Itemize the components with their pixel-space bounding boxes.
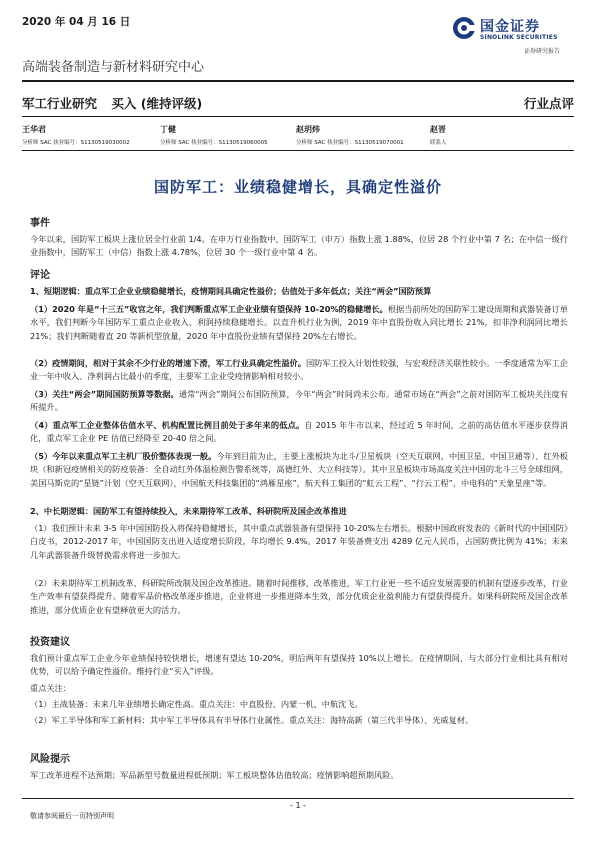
section-heading-event: 事件 (30, 218, 50, 229)
comment-5-body: 今年到目前为止，主要上涨板块为北斗/卫星板块（空天互联网，中国卫星、中国卫通等）、红外板块（和新冠疫情相关的防疫装备：全自动红外体温检测告警系统等，高德红外、大立科技等）。其中卫星板块市场高度关注中国的北斗三号全球组网，美国马斯克的“星链”计划（空天互联网），中国航天科技集团的“鸿雁星座”，航天科工集团的“虹云工程”、“行云工程”，中电科的“天象星座”等。 (30, 451, 568, 488)
comment-paragraph-2 (30, 357, 568, 384)
analyst-name: 丁健 (160, 125, 176, 134)
comment-paragraph-5 (30, 450, 568, 490)
analyst-license: 分析师 SAC 执业编号：S1130519030002 (22, 140, 130, 146)
sinolink-logo (452, 16, 577, 64)
comment-2-body: 国防军工投入计划性较强，与宏观经济关联性较小。一季度通常为军工企业一年中收入、净利润占比最小的季度，主要军工企业受疫情影响相对较小。 (30, 358, 568, 382)
industry-name: 军工行业研究 (22, 96, 98, 111)
rating-line (22, 94, 212, 112)
logo-chinese-name: 国金证券 (480, 19, 540, 35)
comment-3-lead: （3）关注“两会”期间国防预算等数据。 (30, 389, 179, 399)
footer-divider (22, 798, 574, 799)
logo-subtitle: 证券研究报告 (524, 48, 561, 55)
comment-1-body: 根据当前所处的国防军工建设周期和武器装备订单水平，我们判断今年国防军工重点企业收入、利润持续稳健增长。以直升机行业为例，2019 年中直股份收入同比增长 21%，扣非净利润同比增长 21%；我们判断随着直 20 等新机型放量，2020 年中直股份业绩有望保持 20%左右增长。 (30, 304, 568, 341)
report-date: 2020 年 04 月 16 日 (22, 16, 131, 28)
comment-paragraph-4 (30, 419, 568, 446)
sinolink-logo-icon (452, 16, 476, 40)
rating-divider (22, 116, 574, 117)
invest-paragraph: 我们预计重点军工企业今年业绩保持较快增长，增速有望达 10-20%，明后两年有望保持 10%以上增长。在疫情期间，与大部分行业相比具有相对优势，可以给予确定性溢价。维持行业“买入”评级。 (30, 653, 568, 677)
focus-title: 重点关注： (30, 683, 71, 693)
section-heading-risk: 风险提示 (30, 754, 70, 765)
report-title: 国防军工：业绩稳健增长，具确定性溢价 (153, 178, 442, 196)
analyst-name: 赵玥炜 (296, 125, 320, 134)
long-term-logic-heading: 2、中长期逻辑：国防军工有望持续投入，未来期待军工改革、科研院所及国企改革推进 (30, 506, 347, 516)
comment-4-body: 自 2015 年牛市以来，经过近 5 年时间，之前的高估值水平逐步获得消化，重点军工企业 PE 估值已经降至 20-40 倍之间。 (30, 420, 568, 444)
analyst-divider (22, 150, 574, 151)
analyst-name: 赵晋 (430, 125, 446, 134)
comment-paragraph-3 (30, 388, 568, 415)
section-heading-invest: 投资建议 (30, 637, 70, 648)
report-type: 行业点评 (523, 96, 574, 111)
analyst-3 (296, 124, 404, 146)
analyst-1 (22, 124, 130, 146)
analyst-2 (160, 124, 268, 146)
comment-2-lead: （2）疫情期间，相对于其余不少行业的增速下滑，军工行业具确定性溢价。 (30, 358, 306, 368)
comment-4-lead: （4）重点军工企业整体估值水平、机构配置比例目前处于多年来的低点。 (30, 420, 305, 430)
analyst-license: 分析师 SAC 执业编号：S1130519060005 (160, 140, 268, 146)
comment-3-body: 通常“两会”期间公布国防预算，今年“两会”时间尚未公布。通常市场在“两会”之前对国防军工板块关注度有所提升。 (30, 389, 568, 413)
analyst-license: 联系人 (430, 140, 447, 146)
long-term-paragraph-2: （2）未来期待军工机制改革、科研院所改制及国企改革推进。随着时间推移，改革推进，军工行业更一些不适应发展需要的机制有望逐步改革，行业生产效率有望获得提升。随着军品价格改革逐步推进，企业将进一步推进降本生效，部分优质企业盈利能力有望获得提升。如果科研院所及国企改革推进，部分优质企业有望释放更大的活力。 (30, 578, 568, 615)
disclaimer-link[interactable]: 敬请参阅最后一页特别声明 (30, 812, 114, 820)
analyst-name: 王华君 (22, 125, 46, 134)
focus-item-1: （1）主战装备：未来几年业绩增长确定性高。重点关注：中直股份、内蒙一机、中航沈飞。 (30, 699, 363, 709)
page-number: - 1 - (290, 801, 306, 810)
comment-1-lead: （1）2020 年是“十三五”收官之年，我们判断重点军工企业业绩有望保持 10-20%的稳健增长。 (30, 304, 388, 314)
research-center-name: 高端装备制造与新材料研究中心 (22, 60, 205, 75)
logo-english-name: SINOLINK SECURITIES (480, 34, 558, 41)
focus-item-2: （2）军工半导体和军工新材料：其中军工半导体具有半导体行业属性。重点关注：海特高新（第三代半导体）、光威复材。 (30, 715, 474, 725)
short-term-logic-heading: 1、短期逻辑：重点军工企业业绩稳健增长，疫情期间具确定性溢价；估值处于多年低点；关注“两会”国防预算 (30, 286, 432, 296)
header-divider (22, 80, 574, 82)
analyst-license: 分析师 SAC 执业编号：S1130519070001 (296, 140, 404, 146)
long-term-paragraph-1: （1）我们预计未来 3-5 年中国国防投入将保持稳健增长，其中重点武器装备有望保持 10-20%左右增长。根据中国政府发表的《新时代的中国国防》白皮书，2012-2017 年，中国国防支出进入适度增长阶段，年均增长 9.4%。2017 年装备费支出 4289 亿元人民币，占国防费比例为 41%；未来几年武器装备升级替换需求将进一步加大。 (30, 523, 568, 560)
comment-paragraph-1 (30, 303, 568, 343)
event-paragraph: 今年以来，国防军工板块上涨位居全行业前 1/4。在申万行业指数中，国防军工（申万）指数上涨 1.88%，位居 28 个行业中第 7 名；在中信一级行业指数中，国防军工（中信）指数上涨 4.78%，位居 30 个一级行业中第 4 名。 (30, 234, 568, 258)
rating-label: 买入 (维持评级) (111, 96, 203, 111)
section-heading-comment: 评论 (30, 270, 50, 281)
analyst-4 (430, 124, 447, 146)
risk-paragraph: 军工改革进程不达预期；军品新型号数量进程低预期；军工板块整体估值较高；疫情影响超预期风险。 (30, 770, 399, 780)
comment-5-lead: （5）今年以来重点军工主机厂股价整体表现一般。 (30, 451, 217, 461)
